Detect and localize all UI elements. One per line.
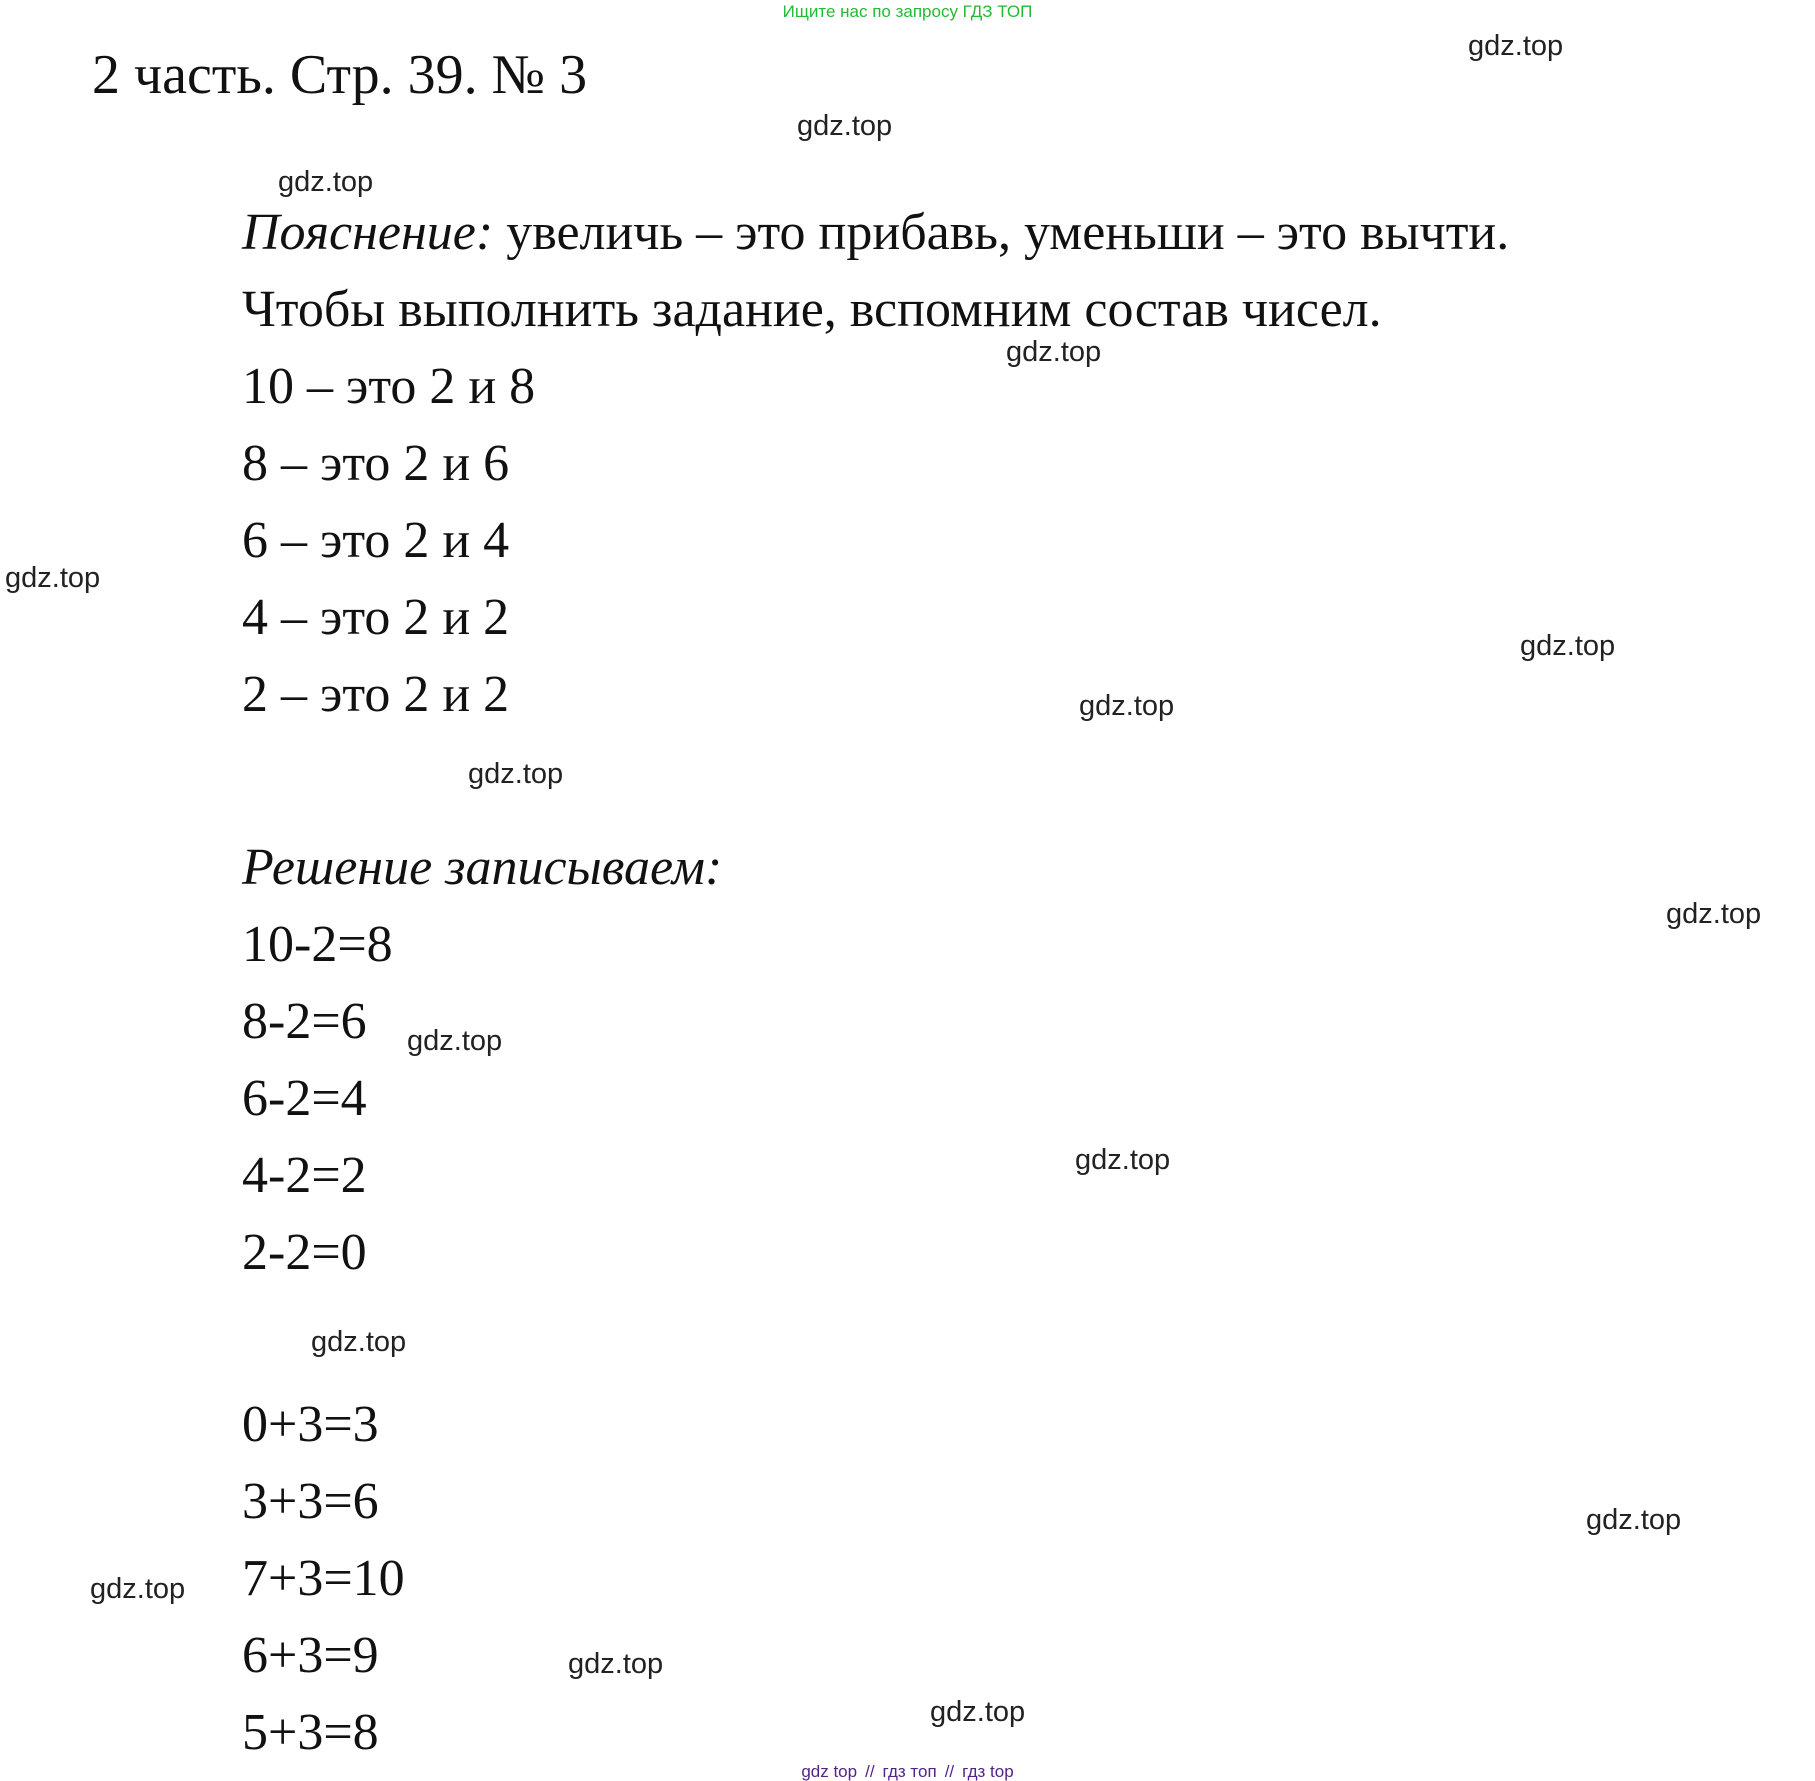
addition-equation: 6+3=9 [242, 1627, 379, 1684]
addition-equation: 3+3=6 [242, 1473, 379, 1530]
watermark: gdz.top [930, 1696, 1026, 1728]
watermark: gdz.top [1075, 1144, 1171, 1176]
subtraction-equation: 6-2=4 [242, 1070, 367, 1127]
footer-separator: // [865, 1762, 875, 1781]
composition-item: 2 – это 2 и 2 [242, 666, 510, 723]
watermark: gdz.top [568, 1648, 664, 1680]
footer-link-gdz-top-ru[interactable]: гдз топ [882, 1762, 937, 1781]
solution-content [242, 194, 1742, 1771]
composition-item: 6 – это 2 и 4 [242, 512, 510, 569]
explanation-line [242, 194, 1742, 271]
watermark: gdz.top [468, 758, 564, 790]
subtraction-equation: 2-2=0 [242, 1224, 367, 1281]
explanation-label: Пояснение: [242, 204, 494, 261]
footer-link-gdz-top-mixed[interactable]: гдз top [962, 1762, 1014, 1781]
footer-separator: // [944, 1762, 955, 1781]
addition-equation: 7+3=10 [242, 1550, 405, 1607]
composition-item: 4 – это 2 и 2 [242, 589, 510, 646]
subtraction-equation: 10-2=8 [242, 916, 393, 973]
explanation-line-2: Чтобы выполнить задание, вспомним состав чисел. [242, 281, 1382, 338]
watermark: gdz.top [797, 110, 893, 142]
section-gap [242, 733, 1742, 829]
solution-label: Решение записываем: [242, 839, 723, 896]
subtraction-equation: 8-2=6 [242, 993, 367, 1050]
subtraction-equation: 4-2=2 [242, 1147, 367, 1204]
section-gap [242, 1291, 1742, 1386]
watermark: gdz.top [1079, 690, 1175, 722]
watermark: gdz.top [311, 1326, 407, 1358]
addition-equation: 0+3=3 [242, 1396, 379, 1453]
footer-link-gdz-top[interactable]: gdz top [801, 1762, 858, 1781]
composition-item: 10 – это 2 и 8 [242, 358, 536, 415]
watermark: gdz.top [90, 1573, 186, 1605]
watermark: gdz.top [407, 1025, 503, 1057]
composition-item: 8 – это 2 и 6 [242, 435, 510, 492]
explanation-text: увеличь – это прибавь, уменьши – это вычти. [493, 204, 1510, 261]
watermark: gdz.top [278, 166, 374, 198]
top-search-note: Ищите нас по запросу ГДЗ ТОП [782, 2, 1033, 21]
watermark: gdz.top [5, 562, 101, 594]
watermark: gdz.top [1586, 1504, 1682, 1536]
watermark: gdz.top [1468, 30, 1564, 62]
watermark: gdz.top [1006, 336, 1102, 368]
page-title: 2 часть. Стр. 39. № 3 [92, 44, 588, 106]
watermark: gdz.top [1666, 898, 1762, 930]
footer-links [0, 1763, 1815, 1781]
watermark: gdz.top [1520, 630, 1616, 662]
addition-equation: 5+3=8 [242, 1704, 379, 1761]
